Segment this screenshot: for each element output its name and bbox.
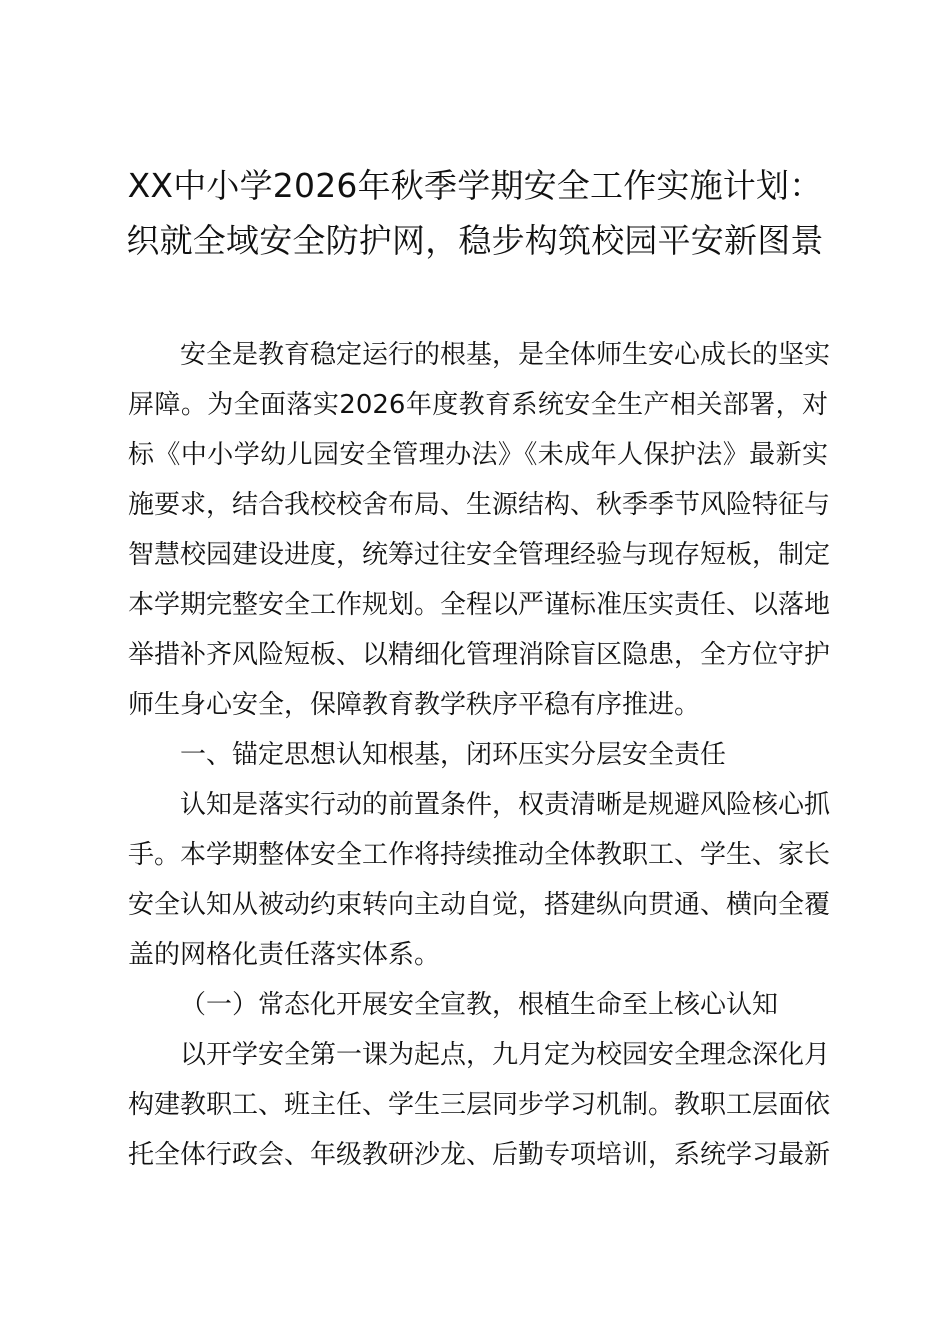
document-title: XX中小学2026年秋季学期安全工作实施计划：织就全域安全防护网，稳步构筑校园平安新图景 xyxy=(126,166,824,260)
paragraph-line: 手。本学期整体安全工作将持续推动全体教职工、学生、家长 xyxy=(128,840,831,870)
paragraph-line: 举措补齐风险短板、以精细化管理消除盲区隐患，全方位守护 xyxy=(128,640,831,670)
paragraph-line: 施要求，结合我校校舍布局、生源结构、秋季季节风险特征与 xyxy=(128,490,831,520)
paragraph-line: 本学期完整安全工作规划。全程以严谨标准压实责任、以落地 xyxy=(128,590,831,620)
paragraph-line: 智慧校园建设进度，统筹过往安全管理经验与现存短板，制定 xyxy=(128,540,831,570)
subsection-heading: （一）常态化开展安全宣教，根植生命至上核心认知 xyxy=(180,990,779,1020)
paragraph-line: 标《中小学幼儿园安全管理办法》《未成年人保护法》最新实 xyxy=(128,440,828,470)
paragraph-line: 托全体行政会、年级教研沙龙、后勤专项培训，系统学习最新 xyxy=(128,1140,831,1170)
paragraph-line: 认知是落实行动的前置条件，权责清晰是规避风险核心抓 xyxy=(180,790,831,820)
paragraph-line: 构建教职工、班主任、学生三层同步学习机制。教职工层面依 xyxy=(128,1090,831,1120)
paragraph-line: 以开学安全第一课为起点，九月定为校园安全理念深化月 xyxy=(180,1040,831,1070)
paragraph-line: 安全是教育稳定运行的根基，是全体师生安心成长的坚实 xyxy=(180,340,831,370)
paragraph-line: 盖的网格化责任落实体系。 xyxy=(128,940,441,970)
paragraph-line: 师生身心安全，保障教育教学秩序平稳有序推进。 xyxy=(128,690,701,720)
paragraph-line: 屏障。为全面落实2026年度教育系统安全生产相关部署，对 xyxy=(128,390,828,420)
section-heading: 一、锚定思想认知根基，闭环压实分层安全责任 xyxy=(180,740,727,770)
paragraph-line: 安全认知从被动约束转向主动自觉，搭建纵向贯通、横向全覆 xyxy=(128,890,831,920)
